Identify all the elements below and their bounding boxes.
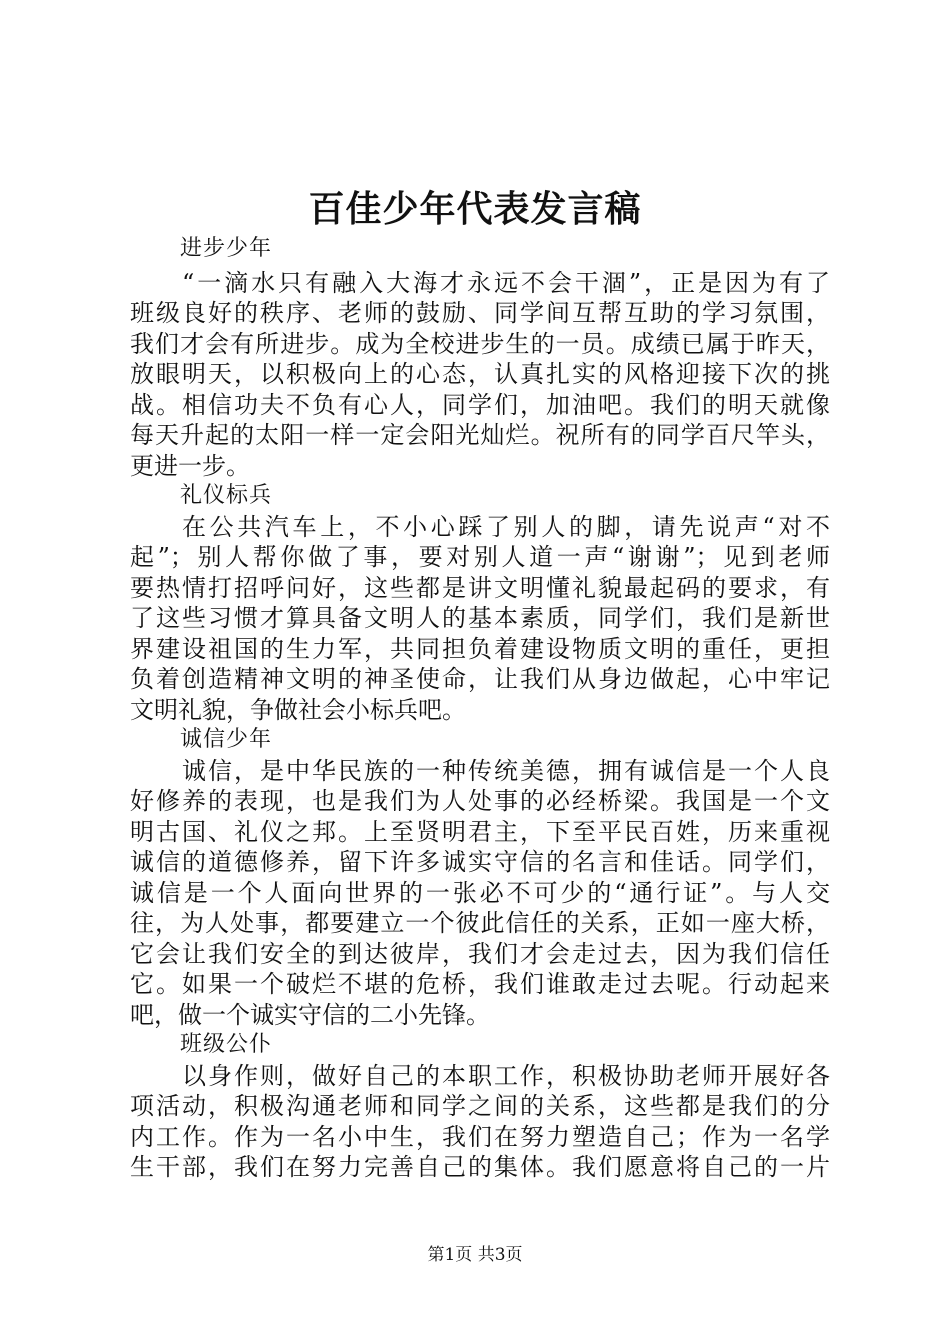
paragraph-line: 每天升起的太阳一样一定会阳光灿烂。祝所有的同学百尺竿头， bbox=[130, 421, 830, 449]
section-heading-progress: 进步少年 bbox=[180, 236, 273, 261]
paragraph-line: 项活动，积极沟通老师和同学之间的关系，这些都是我们的分 bbox=[130, 1092, 830, 1120]
paragraph-line: 它会让我们安全的到达彼岸，我们才会走过去，因为我们信任 bbox=[130, 940, 830, 968]
paragraph-line: 吧，做一个诚实守信的二小先锋。 bbox=[130, 1001, 490, 1029]
paragraph-line: 放眼明天，以积极向上的心态，认真扎实的风格迎接下次的挑 bbox=[130, 360, 830, 388]
paragraph-line: 更进一步。 bbox=[130, 452, 250, 480]
paragraph-line: 诚信是一个人面向世界的一张必不可少的“通行证”。与人交 bbox=[130, 879, 830, 907]
paragraph-line: 往，为人处事，都要建立一个彼此信任的关系，正如一座大桥， bbox=[130, 909, 830, 937]
paragraph-line: 诚信，是中华民族的一种传统美德，拥有诚信是一个人良 bbox=[182, 757, 830, 785]
paragraph-line: 内工作。作为一名小中生，我们在努力塑造自己；作为一名学 bbox=[130, 1123, 830, 1151]
paragraph-line: 明古国、礼仪之邦。上至贤明君主，下至平民百姓，历来重视 bbox=[130, 818, 830, 846]
section-heading-integrity: 诚信少年 bbox=[180, 727, 273, 752]
paragraph-line: “一滴水只有融入大海才永远不会干涸”，正是因为有了 bbox=[182, 269, 830, 297]
paragraph-line: 我们才会有所进步。成为全校进步生的一员。成绩已属于昨天， bbox=[130, 330, 830, 358]
paragraph-line: 战。相信功夫不负有心人，同学们，加油吧。我们的明天就像 bbox=[130, 391, 830, 419]
paragraph-line: 以身作则，做好自己的本职工作，积极协助老师开展好各 bbox=[182, 1062, 830, 1090]
section-heading-etiquette: 礼仪标兵 bbox=[180, 483, 273, 508]
paragraph-line: 它。如果一个破烂不堪的危桥，我们谁敢走过去呢。行动起来 bbox=[130, 970, 830, 998]
paragraph-line: 好修养的表现，也是我们为人处事的必经桥梁。我国是一个文 bbox=[130, 787, 830, 815]
paragraph-line: 要热情打招呼问好，这些都是讲文明懂礼貌最起码的要求，有 bbox=[130, 574, 830, 602]
paragraph-line: 文明礼貌，争做社会小标兵吧。 bbox=[130, 696, 466, 724]
section-heading-class-servant: 班级公仆 bbox=[180, 1032, 273, 1057]
page-footer: 第1页 共3页 bbox=[427, 1245, 523, 1265]
paragraph-line: 了这些习惯才算具备文明人的基本素质，同学们，我们是新世 bbox=[130, 604, 830, 632]
paragraph-line: 生干部，我们在努力完善自己的集体。我们愿意将自己的一片 bbox=[130, 1153, 830, 1181]
document-title: 百佳少年代表发言稿 bbox=[308, 188, 642, 230]
paragraph-line: 起”；别人帮你做了事，要对别人道一声“谢谢”；见到老师 bbox=[130, 543, 830, 571]
paragraph-line: 界建设祖国的生力军，共同担负着建设物质文明的重任，更担 bbox=[130, 635, 830, 663]
paragraph-line: 在公共汽车上，不小心踩了别人的脚，请先说声“对不 bbox=[182, 513, 830, 541]
paragraph-line: 负着创造精神文明的神圣使命，让我们从身边做起，心中牢记 bbox=[130, 665, 830, 693]
paragraph-line: 诚信的道德修养，留下许多诚实守信的名言和佳话。同学们， bbox=[130, 848, 830, 876]
paragraph-line: 班级良好的秩序、老师的鼓励、同学间互帮互助的学习氛围， bbox=[130, 299, 830, 327]
